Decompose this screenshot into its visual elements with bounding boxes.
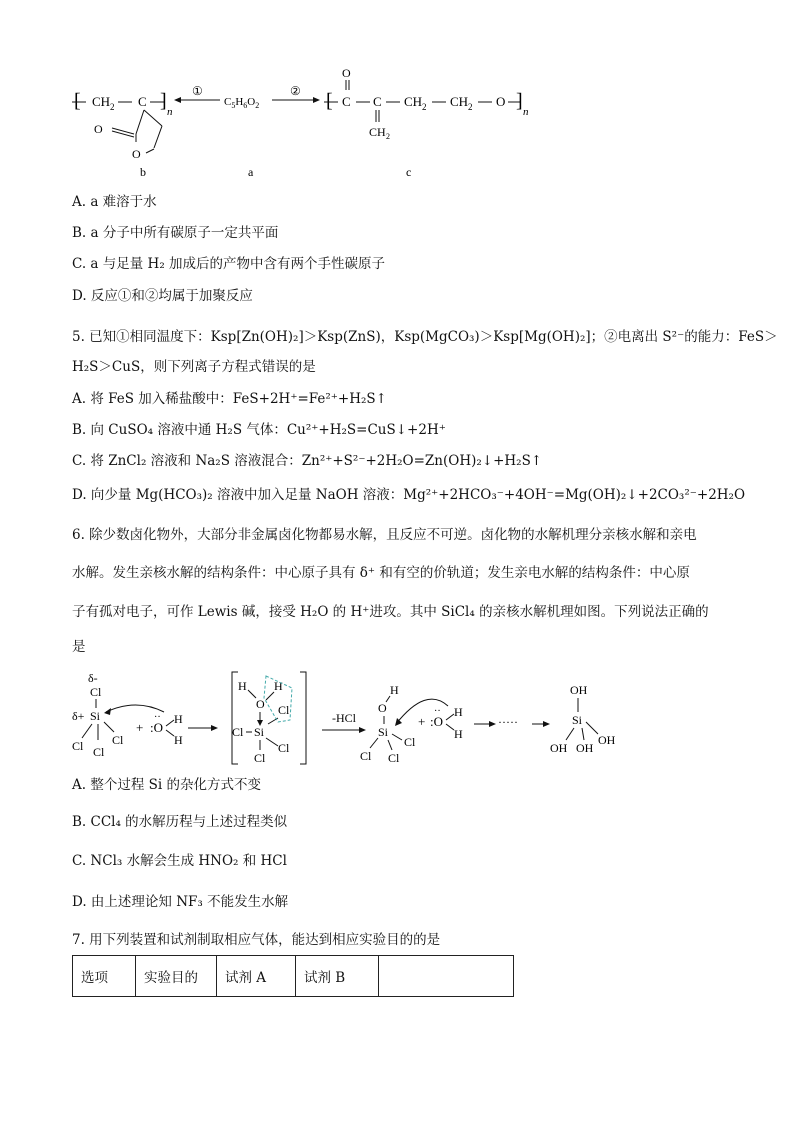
svg-text:··: ·· (154, 712, 161, 723)
svg-text:Cl: Cl (112, 733, 124, 747)
svg-text:CH: CH (404, 94, 423, 109)
svg-text:+: + (136, 720, 144, 735)
svg-text:Cl: Cl (388, 751, 400, 765)
q6-option-a: A. 整个过程 Si 的杂化方式不变 (72, 777, 261, 793)
q5-option-d: D. 向少量 Mg(HCO₃)₂ 溶液中加入足量 NaOH 溶液：Mg²⁺+2HCO₃⁻+4OH⁻=Mg(OH)₂↓+2CO₃²⁻+2H₂O (72, 487, 746, 503)
svg-text:Cl: Cl (72, 739, 84, 753)
table-header-cell: 实验目的 (136, 956, 217, 997)
q4-option-b: B. a 分子中所有碳原子一定共平面 (72, 225, 279, 241)
svg-text:··: ·· (434, 706, 441, 717)
table-header-cell: 试剂 A (217, 956, 296, 997)
table-header-cell: 试剂 B (296, 956, 379, 997)
q5-option-a: A. 将 FeS 加入稀盐酸中：FeS+2H⁺=Fe²⁺+H₂S↑ (72, 391, 387, 407)
svg-text:OH: OH (598, 733, 616, 747)
table-row (73, 956, 514, 997)
svg-text:+: + (418, 714, 426, 729)
svg-text:C: C (342, 94, 351, 109)
svg-text:O: O (256, 697, 265, 711)
svg-text:H: H (174, 733, 183, 747)
svg-text:2: 2 (110, 102, 115, 112)
svg-text:O: O (132, 147, 141, 161)
table-header-cell (379, 956, 514, 997)
svg-text:Cl: Cl (404, 735, 416, 749)
arrow-2-label: ② (290, 84, 301, 98)
svg-text:Cl: Cl (278, 703, 290, 717)
svg-text:O: O (94, 122, 103, 136)
svg-text:2: 2 (422, 102, 427, 112)
q7-stem: 7. 用下列装置和试剂制取相应气体，能达到相应实验目的的是 (72, 932, 441, 948)
q4-option-d: D. 反应①和②均属于加聚反应 (72, 288, 253, 304)
svg-text:Si: Si (90, 709, 101, 723)
n-subscript-b: n (167, 106, 173, 118)
svg-text:]: ] (160, 90, 167, 112)
svg-text:2: 2 (468, 102, 473, 112)
label-b: b (140, 165, 146, 179)
svg-text:Cl: Cl (93, 745, 105, 759)
q4-option-a: A. a 难溶于水 (72, 194, 157, 210)
q5-stem-line-2: H₂S＞CuS，则下列离子方程式错误的是 (72, 359, 316, 375)
label-c: c (406, 165, 412, 179)
svg-text:]: ] (516, 90, 523, 112)
svg-text::O: :O (150, 720, 163, 735)
svg-text:[: [ (74, 90, 81, 112)
q6-option-d: D. 由上述理论知 NF₃ 不能发生水解 (72, 894, 289, 910)
svg-text:H: H (454, 727, 463, 741)
svg-text:H: H (238, 679, 247, 693)
q4-option-c: C. a 与足量 H₂ 加成后的产物中含有两个手性碳原子 (72, 256, 386, 272)
minus-hcl-label: -HCl (332, 711, 356, 725)
svg-text:O: O (496, 94, 506, 109)
svg-text:H: H (454, 705, 463, 719)
svg-text:CH: CH (450, 94, 469, 109)
label-a: a (248, 165, 254, 179)
n-subscript-c: n (523, 106, 529, 118)
svg-text:C: C (373, 94, 382, 109)
svg-text:H: H (274, 679, 283, 693)
svg-text:C: C (138, 94, 147, 109)
svg-text:Cl: Cl (360, 749, 372, 763)
q5-stem-line-1: 5. 已知①相同温度下：Ksp[Zn(OH)₂]＞Ksp(ZnS)，Ksp(MgCO₃)＞Ksp[Mg(OH)₂]；②电离出 S²⁻的能力：FeS＞ (72, 329, 778, 345)
q6-stem-line-2: 水解。发生亲核水解的结构条件：中心原子具有 δ⁺ 和有空的价轨道；发生亲电水解的结构条件：中心原 (72, 565, 690, 581)
ellipsis-dots: ····· (498, 715, 518, 729)
delta-plus-label: δ+ (72, 709, 85, 723)
q6-option-b: B. CCl₄ 的水解历程与上述过程类似 (72, 814, 288, 830)
svg-text:Si: Si (378, 725, 389, 739)
svg-text:[: [ (326, 90, 333, 112)
svg-text:Cl: Cl (90, 685, 102, 699)
svg-text:H: H (174, 712, 183, 726)
svg-text:Cl: Cl (232, 725, 244, 739)
svg-text:Si: Si (572, 713, 583, 727)
svg-text:2: 2 (386, 132, 390, 141)
q6-stem-line-1: 6. 除少数卤化物外，大部分非金属卤化物都易水解，且反应不可逆。卤化物的水解机理分亲核水解和亲电 (72, 527, 697, 543)
arrow-1-label: ① (192, 84, 203, 98)
svg-text:O: O (378, 701, 387, 715)
q7-table (72, 955, 514, 997)
sicl4-hydrolysis-mechanism (66, 668, 646, 768)
q5-option-b: B. 向 CuSO₄ 溶液中通 H₂S 气体：Cu²⁺+H₂S=CuS↓+2H⁺ (72, 422, 446, 438)
q6-stem-line-3: 子有孤对电子，可作 Lewis 碱，接受 H₂O 的 H⁺进攻。其中 SiCl₄ 的亲核水解机理如图。下列说法正确的 (72, 604, 709, 620)
q6-option-c: C. NCl₃ 水解会生成 HNO₂ 和 HCl (72, 853, 287, 869)
svg-text:Cl: Cl (278, 741, 290, 755)
reaction-scheme-1 (60, 60, 580, 185)
svg-text:CH: CH (92, 94, 111, 109)
table-header-cell: 选项 (73, 956, 136, 997)
svg-text:Si: Si (254, 725, 265, 739)
svg-text::O: :O (430, 714, 443, 729)
svg-text:OH: OH (570, 683, 588, 697)
delta-minus-label: δ- (88, 671, 98, 685)
svg-text:H: H (390, 683, 399, 697)
svg-text:O: O (342, 66, 351, 80)
formula-a: $C_5H_6O_2$ (224, 96, 260, 110)
q5-option-c: C. 将 ZnCl₂ 溶液和 Na₂S 溶液混合：Zn²⁺+S²⁻+2H₂O=Zn(OH)₂↓+H₂S↑ (72, 453, 543, 469)
q6-stem-line-4: 是 (72, 639, 86, 655)
svg-text:OH: OH (550, 741, 568, 755)
svg-text:OH: OH (576, 741, 594, 755)
svg-text:Cl: Cl (254, 751, 266, 765)
svg-text:CH: CH (369, 125, 386, 139)
